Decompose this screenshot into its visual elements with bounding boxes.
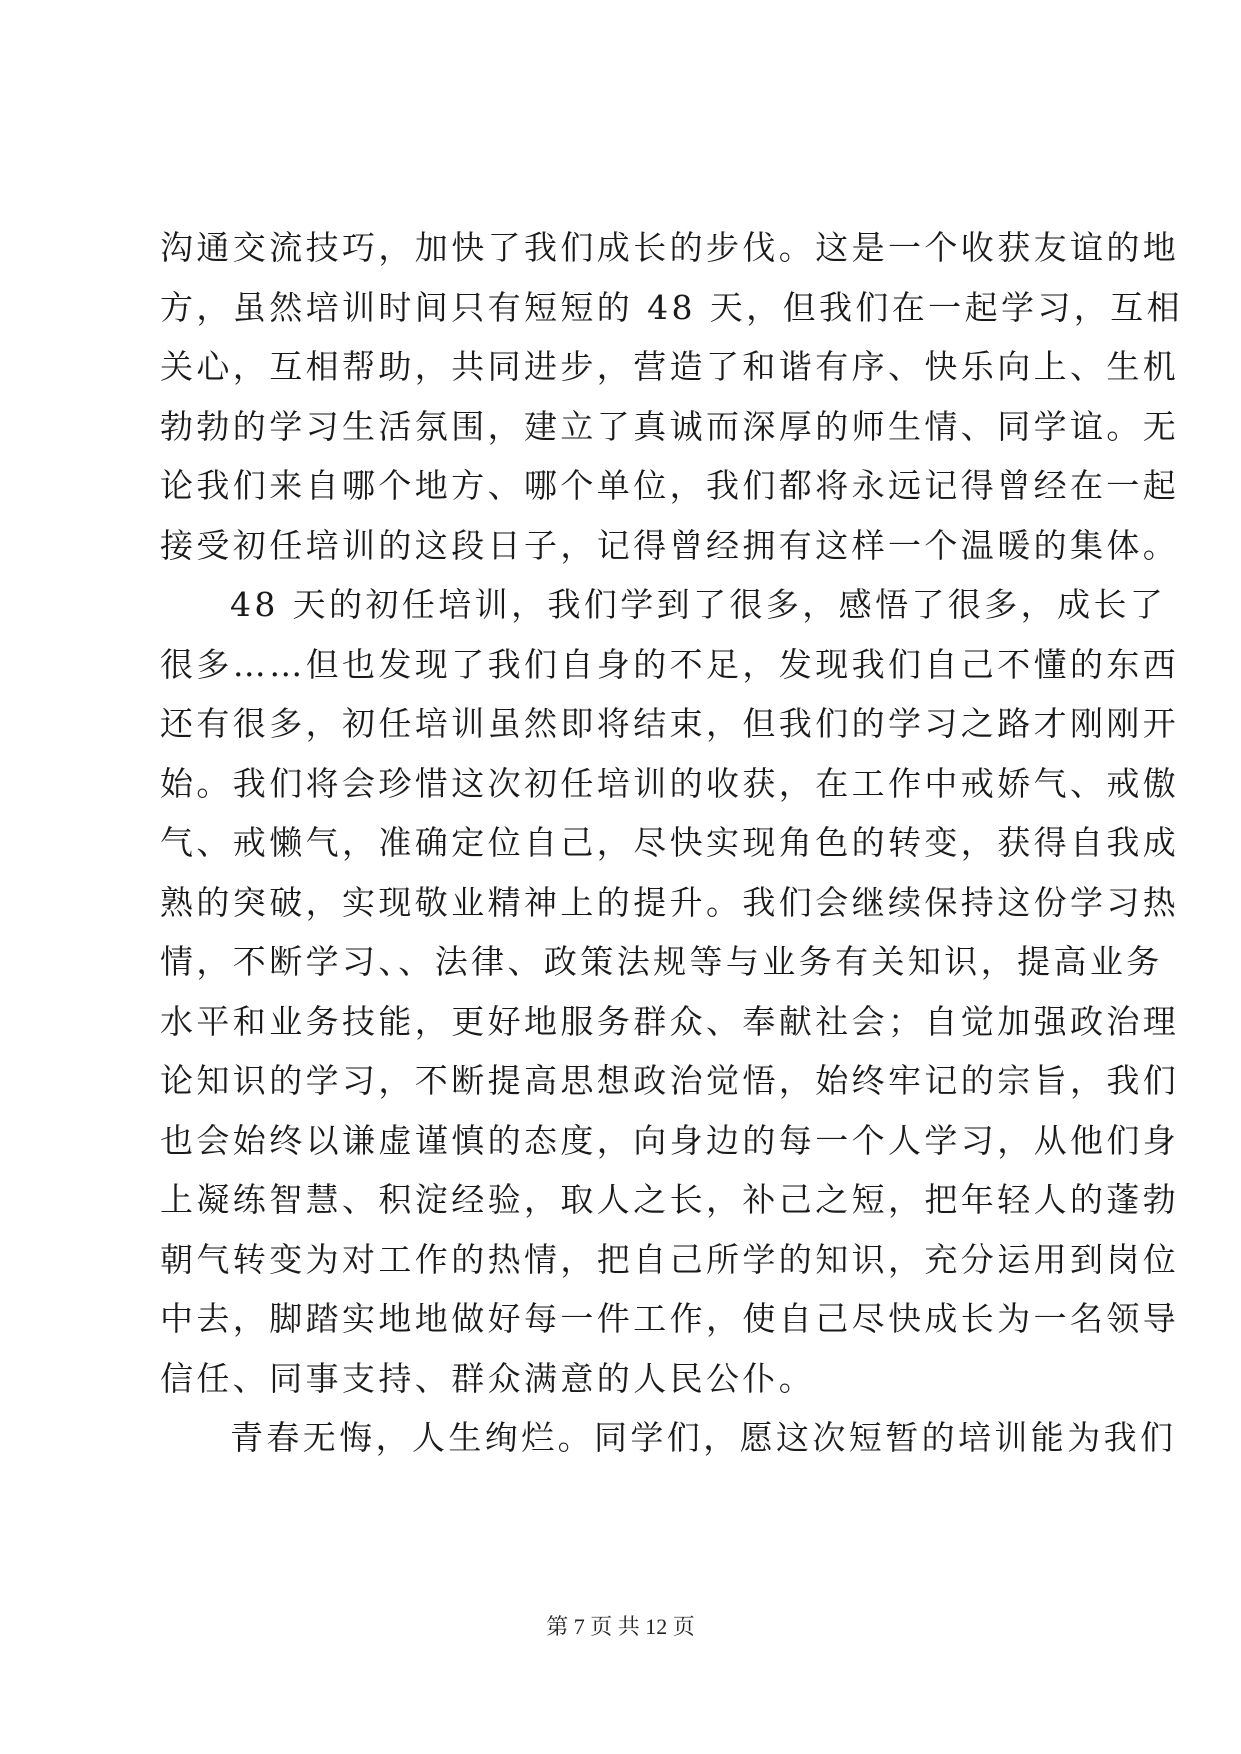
paragraph-first-line: 48 天的初任培训，我们学到了很多，感悟了很多，成长了 bbox=[230, 585, 1167, 624]
text-line: 很多……但也发现了我们自身的不足，发现我们自己不懂的东西 bbox=[160, 644, 1180, 684]
text-line: 水平和业务技能，更好地服务群众、奉献社会；自觉加强政治理 bbox=[160, 1001, 1180, 1041]
text-line: 接受初任培训的这段日子，记得曾经拥有这样一个温暖的集体。 bbox=[160, 525, 1180, 565]
text-line: 中去，脚踏实地地做好每一件工作，使自己尽快成长为一名领导 bbox=[160, 1299, 1180, 1338]
text-line: 方，虽然培训时间只有短短的 48 天，但我们在一起学习，互相 bbox=[160, 287, 1183, 327]
text-line: 熟的突破，实现敬业精神上的提升。我们会继续保持这份学习热 bbox=[160, 882, 1180, 922]
text-line: 也会始终以谦虚谨慎的态度，向身边的每一个人学习，从他们身 bbox=[160, 1120, 1180, 1160]
text-line: 气、戒懒气，准确定位自己，尽快实现角色的转变，获得自我成 bbox=[160, 823, 1180, 862]
text-line: 论知识的学习，不断提高思想政治觉悟，始终牢记的宗旨，我们 bbox=[160, 1061, 1180, 1100]
text-line: 情，不断学习、、法律、政策法规等与业务有关知识，提高业务 bbox=[160, 942, 1163, 981]
text-line: 论我们来自哪个地方、哪个单位，我们都将永远记得曾经在一起 bbox=[160, 466, 1180, 505]
text-line: 沟通交流技巧，加快了我们成长的步伐。这是一个收获友谊的地 bbox=[160, 228, 1180, 267]
page-number-footer: 第 7 页 共 12 页 bbox=[546, 1614, 695, 1639]
text-line: 还有很多，初任培训虽然即将结束，但我们的学习之路才刚刚开 bbox=[160, 704, 1180, 743]
text-line: 关心，互相帮助，共同进步，营造了和谐有序、快乐向上、生机 bbox=[160, 347, 1180, 386]
text-line: 信任、同事支持、群众满意的人民公仆。 bbox=[160, 1358, 816, 1398]
text-line: 上凝练智慧、积淀经验，取人之长，补己之短，把年轻人的蓬勃 bbox=[160, 1180, 1180, 1219]
text-line: 朝气转变为对工作的热情，把自己所学的知识，充分运用到岗位 bbox=[160, 1239, 1180, 1279]
paragraph-first-line: 青春无悔，人生绚烂。同学们，愿这次短暂的培训能为我们 bbox=[230, 1418, 1177, 1457]
text-line: 勃勃的学习生活氛围，建立了真诚而深厚的师生情、同学谊。无 bbox=[160, 406, 1180, 446]
text-line: 始。我们将会珍惜这次初任培训的收获，在工作中戒娇气、戒傲 bbox=[160, 763, 1180, 803]
